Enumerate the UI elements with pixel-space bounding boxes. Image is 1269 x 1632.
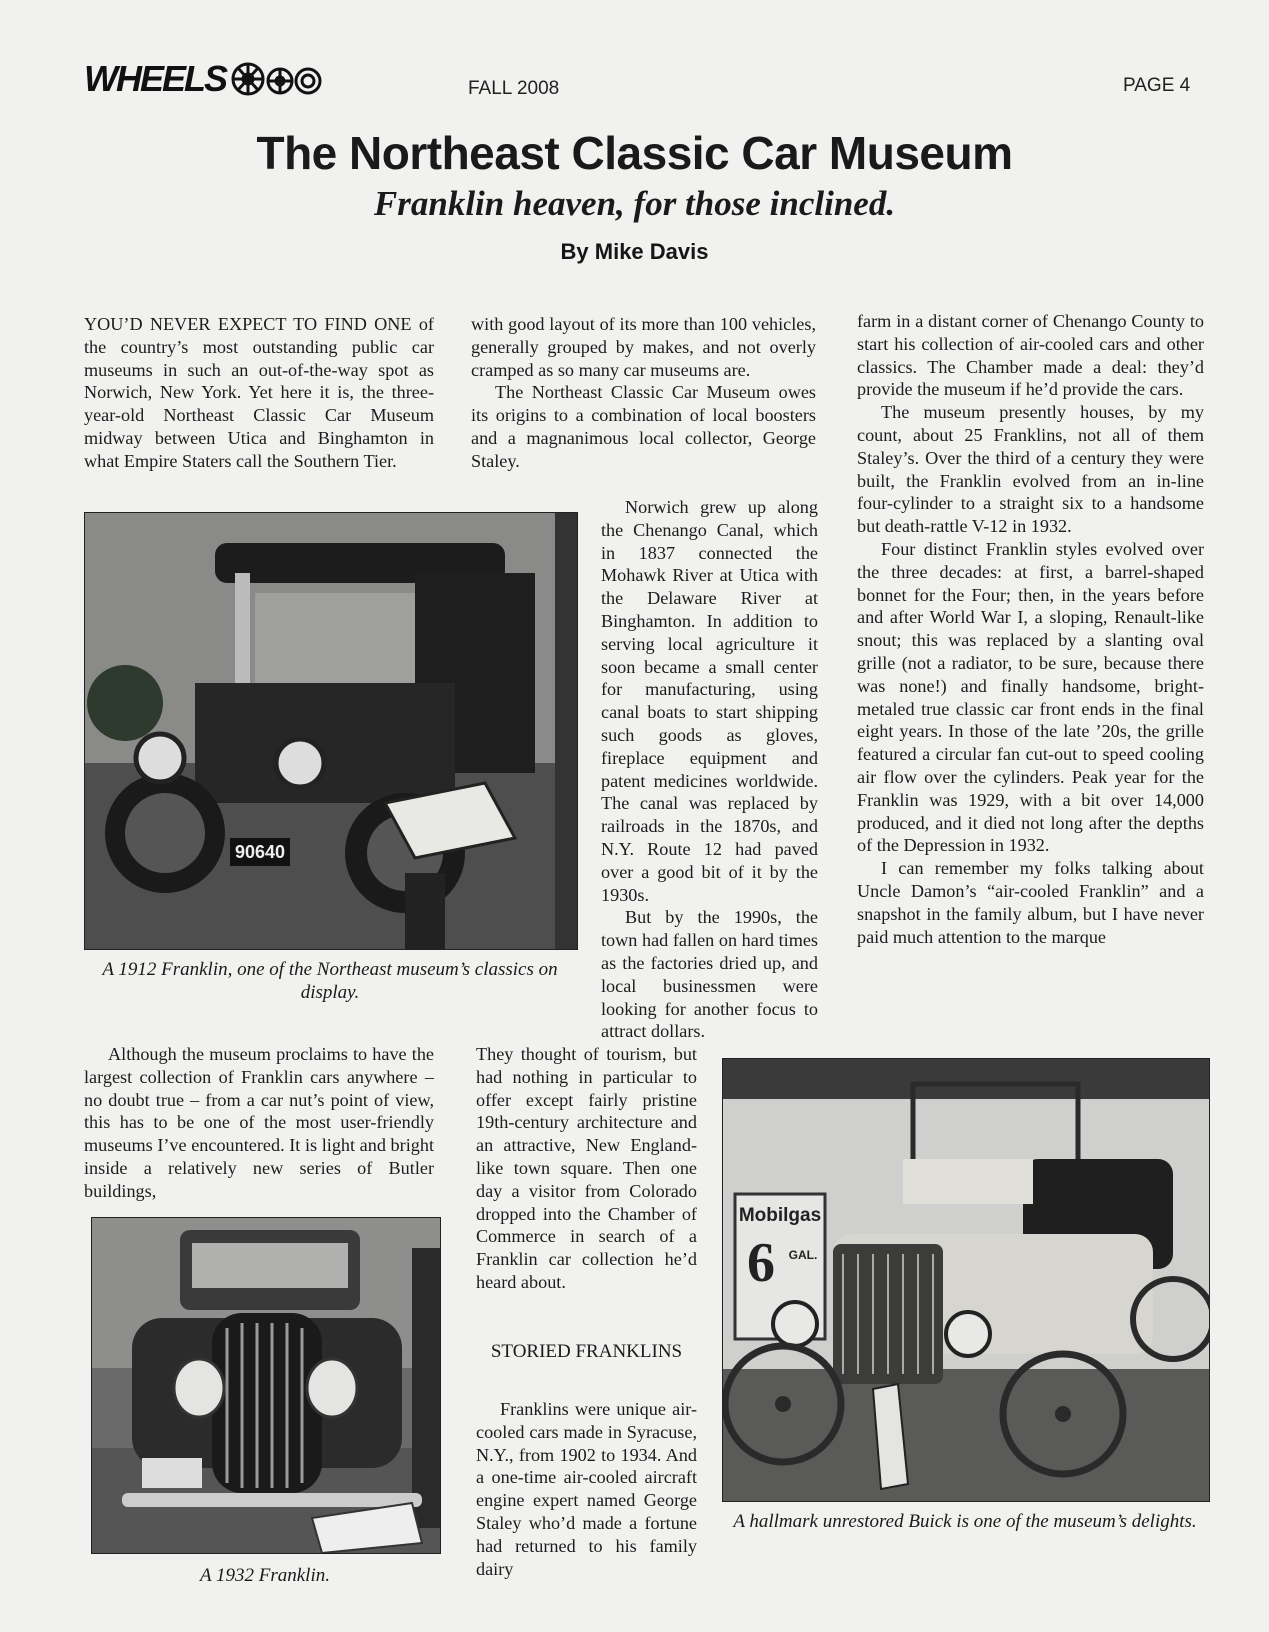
caption-photo-3: A hallmark unrestored Buick is one of the museum’s delights. [733, 1511, 1197, 1532]
paragraph: with good layout of its more than 100 vehicles, generally grouped by makes, and not overly cramped as so many car museums are. [471, 314, 816, 380]
paragraph: But by the 1990s, the town had fallen on hard times as the factories dried up, and local businessmen were looking for another focus to attract dollars. [601, 907, 818, 1042]
paragraph: farm in a distant corner of Chenango County to start his collection of air-cooled cars and other classics. The Chamber made a deal: they’d provide the museum if he’d provide the cars. [857, 311, 1204, 400]
paragraph: YOU’D NEVER EXPECT TO FIND ONE of the country’s most outstanding public car museums in such an out-of-the-way spot as Norwich, New York. Yet here it is, the three-year-old Northeast Classic Car Museum midway between Utica and Binghamton in what Empire Staters call the Southern Tier. [84, 314, 434, 471]
paragraph: Franklins were unique air-cooled cars made in Syracuse, N.Y., from 1902 to 1934. And a one-time air-cooled aircraft engine expert named George Staley who’d made a fortune had returned to his family dairy [476, 1399, 697, 1579]
wheels-logo-icon [230, 59, 330, 99]
column-2-sub [476, 1398, 697, 1580]
paragraph: The museum presently houses, by my count, about 25 Franklins, not all of them Staley’s. Over the third of a century they were built, the Franklin evolved from an in-line four-cylinder to a straight six to a handsome but death-rattle V-12 in 1932. [857, 402, 1204, 537]
buick-image [723, 1059, 1209, 1501]
logo-text: WHEELS [84, 58, 227, 99]
article-byline: By Mike Davis [560, 239, 709, 264]
paragraph: The Northeast Classic Car Museum owes its origins to a combination of local boosters and a magnanimous local collector, George Staley. [471, 382, 816, 471]
franklin-1912-image [85, 513, 577, 949]
paragraph: They thought of tourism, but had nothing in particular to offer except fairly pristine 19th-century architecture and an attractive, New England-like town square. Then one day a visitor from Colorado dropped into the Chamber of Commerce in search of a Franklin car collection he’d heard about. [476, 1044, 697, 1292]
caption-photo-2: A 1932 Franklin. [199, 1565, 330, 1586]
franklin-1932-image [92, 1218, 440, 1553]
mobilgas-sign-brand: Mobilgas [738, 1205, 822, 1226]
column-1-top [84, 313, 434, 473]
photo-unrestored-buick [722, 1058, 1210, 1502]
photo-1932-franklin [91, 1217, 441, 1554]
page-number: PAGE 4 [1123, 75, 1191, 96]
wheels-logo [84, 58, 330, 100]
column-2-bottom [476, 1043, 697, 1294]
article-title: The Northeast Classic Car Museum [256, 127, 1013, 179]
column-2-narrow [601, 496, 818, 1043]
mobilgas-sign-unit: GAL. [788, 1248, 818, 1262]
paragraph: Norwich grew up along the Chenango Canal, which in 1837 connected the Mohawk River at Utica with the Delaware River at Binghamton. In addition to serving local agriculture it soon became a small center for manufacturing, using canal boats to start shipping such goods as gloves, fireplace equipment and patent medicines worldwide. The canal was replaced by railroads in the 1870s, and N.Y. Route 12 had paved over a good bit of it by the 1930s. [601, 497, 818, 905]
column-2-top [471, 313, 816, 473]
license-plate-text: 90640 [234, 842, 286, 862]
photo-1912-franklin [84, 512, 578, 950]
paragraph: Four distinct Franklin styles evolved over the three decades: at first, a barrel-shaped bonnet for the Four; then, in the years before and after World War I, a sloping, Renault-like snout; this was replaced by a slanting oval grille (not a radiator, to be sure, because there was none!) and finally handsome, bright-metaled true classic car front ends in the final eight years. In those of the late ’20s, the grille featured a circular fan cut-out to speed cooling air flow over the cylinders. Peak year for the Franklin was 1929, with a bit over 14,000 produced, and it died not long after the depths of the Depression in 1932. [857, 538, 1204, 856]
issue-date: FALL 2008 [468, 78, 560, 99]
mobilgas-sign-price: 6 [747, 1232, 775, 1294]
column-3 [857, 310, 1204, 948]
article-subtitle: Franklin heaven, for those inclined. [373, 184, 896, 223]
column-1-bottom [84, 1043, 434, 1203]
caption-photo-1: A 1912 Franklin, one of the Northeast museum’s classics on display. [102, 959, 558, 1003]
paragraph: Although the museum proclaims to have the largest collection of Franklin cars anywhere – no doubt true – from a car nut’s point of view, this has to be one of the most user-friendly museums I’ve encountered. It is light and bright inside a relatively new series of Butler buildings, [84, 1044, 434, 1201]
paragraph: I can remember my folks talking about Uncle Damon’s “air-cooled Franklin” and a snapshot in the family album, but I have never paid much attention to the marque [857, 858, 1204, 947]
subhead-storied-franklins: STORIED FRANKLINS [490, 1341, 683, 1362]
